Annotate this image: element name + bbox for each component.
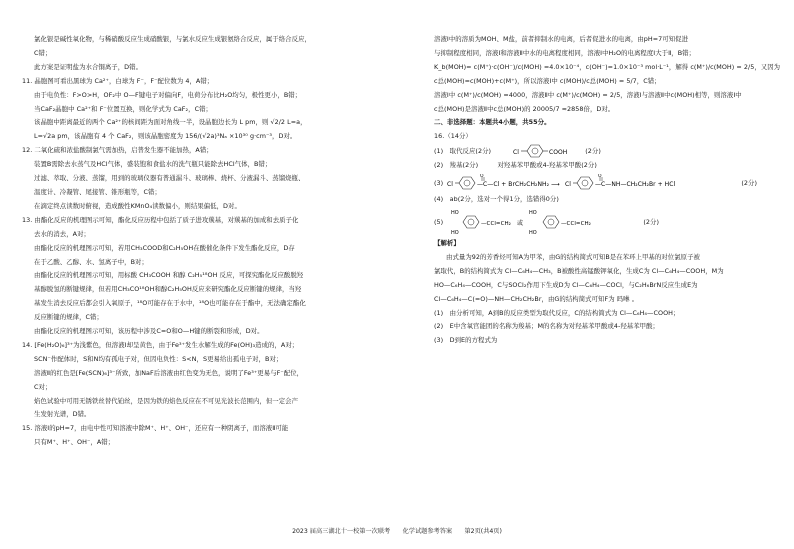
reaction-equation-structure xyxy=(447,174,739,192)
text-line: L=√2a pm，该晶胞有 4 个 CaF₂，则该晶胞密度为 156/(√2a)³Nₐ ×10³⁰ g·cm⁻³，D对。 xyxy=(34,132,297,141)
svg-text:—C—NH—CH₂CH₂Br + HCl: —C—NH—CH₂CH₂Br + HCl xyxy=(595,181,676,189)
text-line: c总(MOH)=c(MOH)+c(M⁺)，所以溶液Ⅰ中 c(MOH)/c总(MOH) = 5/7，C错； xyxy=(434,76,661,85)
svg-text:—CCl=CH₂: —CCl=CH₂ xyxy=(481,220,512,227)
svg-text:HO: HO xyxy=(451,229,460,236)
text-line: 氯取代，B的结构简式为 Cl—C₆H₄—CH₃，B被酸性高锰酸钾氧化，生成C为 Cl—C₆H₄—COOH，M为 xyxy=(434,266,724,275)
svg-text:HO: HO xyxy=(451,209,460,216)
text-line: 由于电负性：F>O>H，OF₂中 O—F键电子对偏向F，电荷分布比H₂O均匀，极性更小，B错； xyxy=(34,90,302,99)
text-line: 焰色试验中可用无锈铁丝替代铂丝，是因为铁的焰色反应在不可见光波长范围内，但一定会产 xyxy=(34,396,299,405)
text-line: 在滴定终点读数时俯视，造成酸性KMnO₄读数偏小，则结果偏低，D对。 xyxy=(34,201,241,210)
text-line: C对； xyxy=(34,382,52,391)
answer-5-line: (5) HO HO —CCl=CH₂ 或 HO HO —CCl=CH₂ (2分) xyxy=(434,209,660,236)
text-line: 16.（14分） xyxy=(434,132,472,141)
text-line: 14. [Fe(H₂O)₆]³⁺为浅紫色，但溶液Ⅰ却呈黄色，由于Fe³⁺发生水解生成的Fe(OH)₃造成的，A对； xyxy=(22,340,299,349)
answer-4-line: (4) ab(2分，选对一个得1分，选错得0分) xyxy=(434,195,559,204)
left-column xyxy=(22,33,396,450)
text-line: 与抑制程度相同，溶液Ⅰ和溶液Ⅱ中水的电离程度相同，溶液Ⅰ中H₂O的电离程度Ⅰ大于Ⅱ，B错； xyxy=(434,48,696,57)
text-line: K_b(MOH)= c(M⁺)·c(OH⁻)/c(MOH) =4.0×10⁻⁴，c(OH⁻)=1.0×10⁻³ mol·L⁻¹，解得 c(M⁺)/c(MOH) = 2/5，又因为 xyxy=(434,62,781,71)
text-line: 基发生消去反应后都会引入氧原子，¹⁸O可能存在于水中，¹⁸O也可能存在于酯中，无法确定酯化 xyxy=(34,299,306,308)
dihydroxy-vinyl-structures xyxy=(451,208,611,236)
q16-answers xyxy=(434,144,784,237)
text-line: 过滤、萃取、分液、蒸馏，用到的玻璃仪器有普通漏斗、玻璃棒、烧杯、分液漏斗、蒸馏烧瓶、 xyxy=(34,174,305,183)
text-line: 只有M⁺、H⁺、OH⁻，A错； xyxy=(34,438,115,447)
svg-text:Cl: Cl xyxy=(565,181,572,189)
svg-text:HO: HO xyxy=(529,229,538,236)
text-line: 基醇脱氢的断键规律，但若用CH₃CO¹⁸OH和醇C₂H₅OH反应来研究酯化反应断键的规律，当羟 xyxy=(34,285,302,294)
text-line: 11. 晶胞图可看出黑球为 Ca²⁺，白球为 F⁻，F⁻配位数为 4，A错； xyxy=(22,76,214,85)
chlorobenzoic-acid-structure xyxy=(513,144,583,158)
text-line: 生发射光谱，D错。 xyxy=(34,410,91,419)
text-line: (3) D到E的方程式为 xyxy=(434,336,498,345)
text-line: 15. 溶液Ⅰ的pH=7，由电中性可知溶液中除M⁺、H⁺、OH⁻，还应有一种阴离子，而溶液Ⅱ可能 xyxy=(22,424,289,433)
text-line: SCN⁻作配体时，S和N均有孤电子对，但因电负性：S<N，S更易给出孤电子对，B对； xyxy=(34,354,283,363)
text-line: (1) 由分析可知，A到B的反应类型为取代反应，C的结构简式为 Cl—C₆H₄—COOH； xyxy=(434,308,680,317)
text-line: 13. 由酯化反应的机理图示可知，酯化反应历程中包括了质子进攻羰基，对羰基的加成和去质子化 xyxy=(22,215,299,224)
text-line: 溶液Ⅱ的红色是[Fe(SCN)₆]³⁻所致，加NaF后溶液由红色变为无色，说明了Fe³⁺更易与F⁻配位， xyxy=(34,368,304,377)
right-top-text xyxy=(434,33,784,144)
text-line: 氯化银是碱性氧化物，与稀硝酸反应生成硝酸银，与氯水反应生成银氨络合反应，属于络合反应， xyxy=(34,35,311,43)
text-line: 由酯化反应的机理图示可知，该历程中涉及C=O和O—H键的断裂和形成，D对。 xyxy=(34,327,264,336)
svg-text:Cl: Cl xyxy=(513,149,520,157)
analysis-heading: 【解析】 xyxy=(434,238,460,247)
text-line: 当CaF₂晶胞中 Ca²⁺和 F⁻位置互换，则化学式为 CaF₂，C错； xyxy=(34,104,212,113)
text-line: 由酯化反应的机理图示可知，用标酸 CH₃COOH 和醇 C₂H₅¹⁸OH 反应，可探究酯化反应酸脱羟 xyxy=(34,271,304,280)
svg-text:HO: HO xyxy=(529,209,538,216)
text-line: 装置B需除去水蒸气及HCl气体，盛装饱和食盐水的洗气瓶只能除去HCl气体，B错； xyxy=(34,160,272,169)
answer-1-line: (1) 取代反应(2分) Cl COOH (2分) xyxy=(434,144,784,159)
text-line: C错； xyxy=(34,48,52,57)
text-line: Cl—C₆H₄—C(=O)—NH—CH₂CH₂Br，由G的结构简式可知F为 吗啉 。 xyxy=(434,294,639,303)
svg-text:COOH: COOH xyxy=(549,149,568,157)
text-line: 反应断键的规律，C错； xyxy=(34,313,103,322)
svg-text:或: 或 xyxy=(517,219,524,227)
answer-3-line: (3) Cl —C—Cl + BrCH₂CH₂NH₂ ⟶ O Cl —C—NH—CH₂CH₂Br + HCl O (2分) xyxy=(434,173,784,193)
text-line: 去水的消去，A对； xyxy=(34,229,90,238)
analysis-text xyxy=(434,251,784,348)
text-line: 溶液Ⅰ中的溶质为MOH、M盐，前者抑制水的电离，后者促进水的电离，由pH=7可知促进 xyxy=(434,35,689,43)
svg-text:—C—Cl + BrCH₂CH₂NH₂ ⟶: —C—Cl + BrCH₂CH₂NH₂ ⟶ xyxy=(477,181,560,189)
text-line: 由式量为92的芳香烃可知A为甲苯，由G的结构简式可知B是在苯环上甲基的对位氯原子被 xyxy=(446,252,700,261)
text-line: 溶液Ⅰ中 c(M⁺)/c(MOH) =4000，溶液Ⅱ中 c(M⁺)/c(MOH) = 2/5，溶液Ⅰ与溶液Ⅱ中c(MOH)相等，则溶液Ⅰ中 xyxy=(434,90,742,99)
svg-text:O: O xyxy=(598,174,602,180)
text-line: 由酯化反应的机理图示可知，若用CH₃COOD和C₂H₅OH在酸催化条件下发生酯化反应，D存 xyxy=(34,243,295,252)
text-line: 在于乙酸、乙醇、水、氢离子中，B对； xyxy=(34,257,148,266)
text-line: 该晶胞中距离最近的两个 Ca²⁺的核间距为面对角线一半，设晶胞边长为 L pm，则 √2/2 L=a， xyxy=(34,118,307,127)
text-line: HO—C₆H₄—COOH，C与SOCl₂作用下生成D为 Cl—C₆H₄—COCl，与C₂H₆BrN反应生成E为 xyxy=(434,280,698,289)
text-line: c总(MOH)是溶液Ⅱ中c总(MOH)的 20005/7 ≈2858倍，D对。 xyxy=(434,104,615,113)
text-line: 此方案是证明盐为水合铜离子，D错。 xyxy=(34,62,143,71)
answer-2-line: (2) 羧基(2分) 对羟基苯甲酸或4-羟基苯甲酸(2分) xyxy=(434,161,597,170)
page-footer: 2023 届高三湖北十一校第一次联考 化学试题参考答案 第2页(共4页) xyxy=(292,528,502,535)
text-line: (2) E中含氧官能团的名称为羧基；M的名称为对羟基苯甲酸或4-羟基苯甲酸； xyxy=(434,322,659,331)
svg-text:Cl: Cl xyxy=(447,181,454,189)
text-line: 二、非选择题：本题共4小题，共55分。 xyxy=(434,118,551,127)
svg-text:—CCl=CH₂: —CCl=CH₂ xyxy=(561,220,592,227)
right-column xyxy=(434,33,784,348)
text-line: 12. 二氧化硫和浓盐酸制氯气需加热，启普发生器不能加热，A错； xyxy=(22,146,213,155)
text-line: 温度计、冷凝管、尾接管、锥形瓶等，C错； xyxy=(34,187,161,196)
svg-text:O: O xyxy=(480,174,484,180)
